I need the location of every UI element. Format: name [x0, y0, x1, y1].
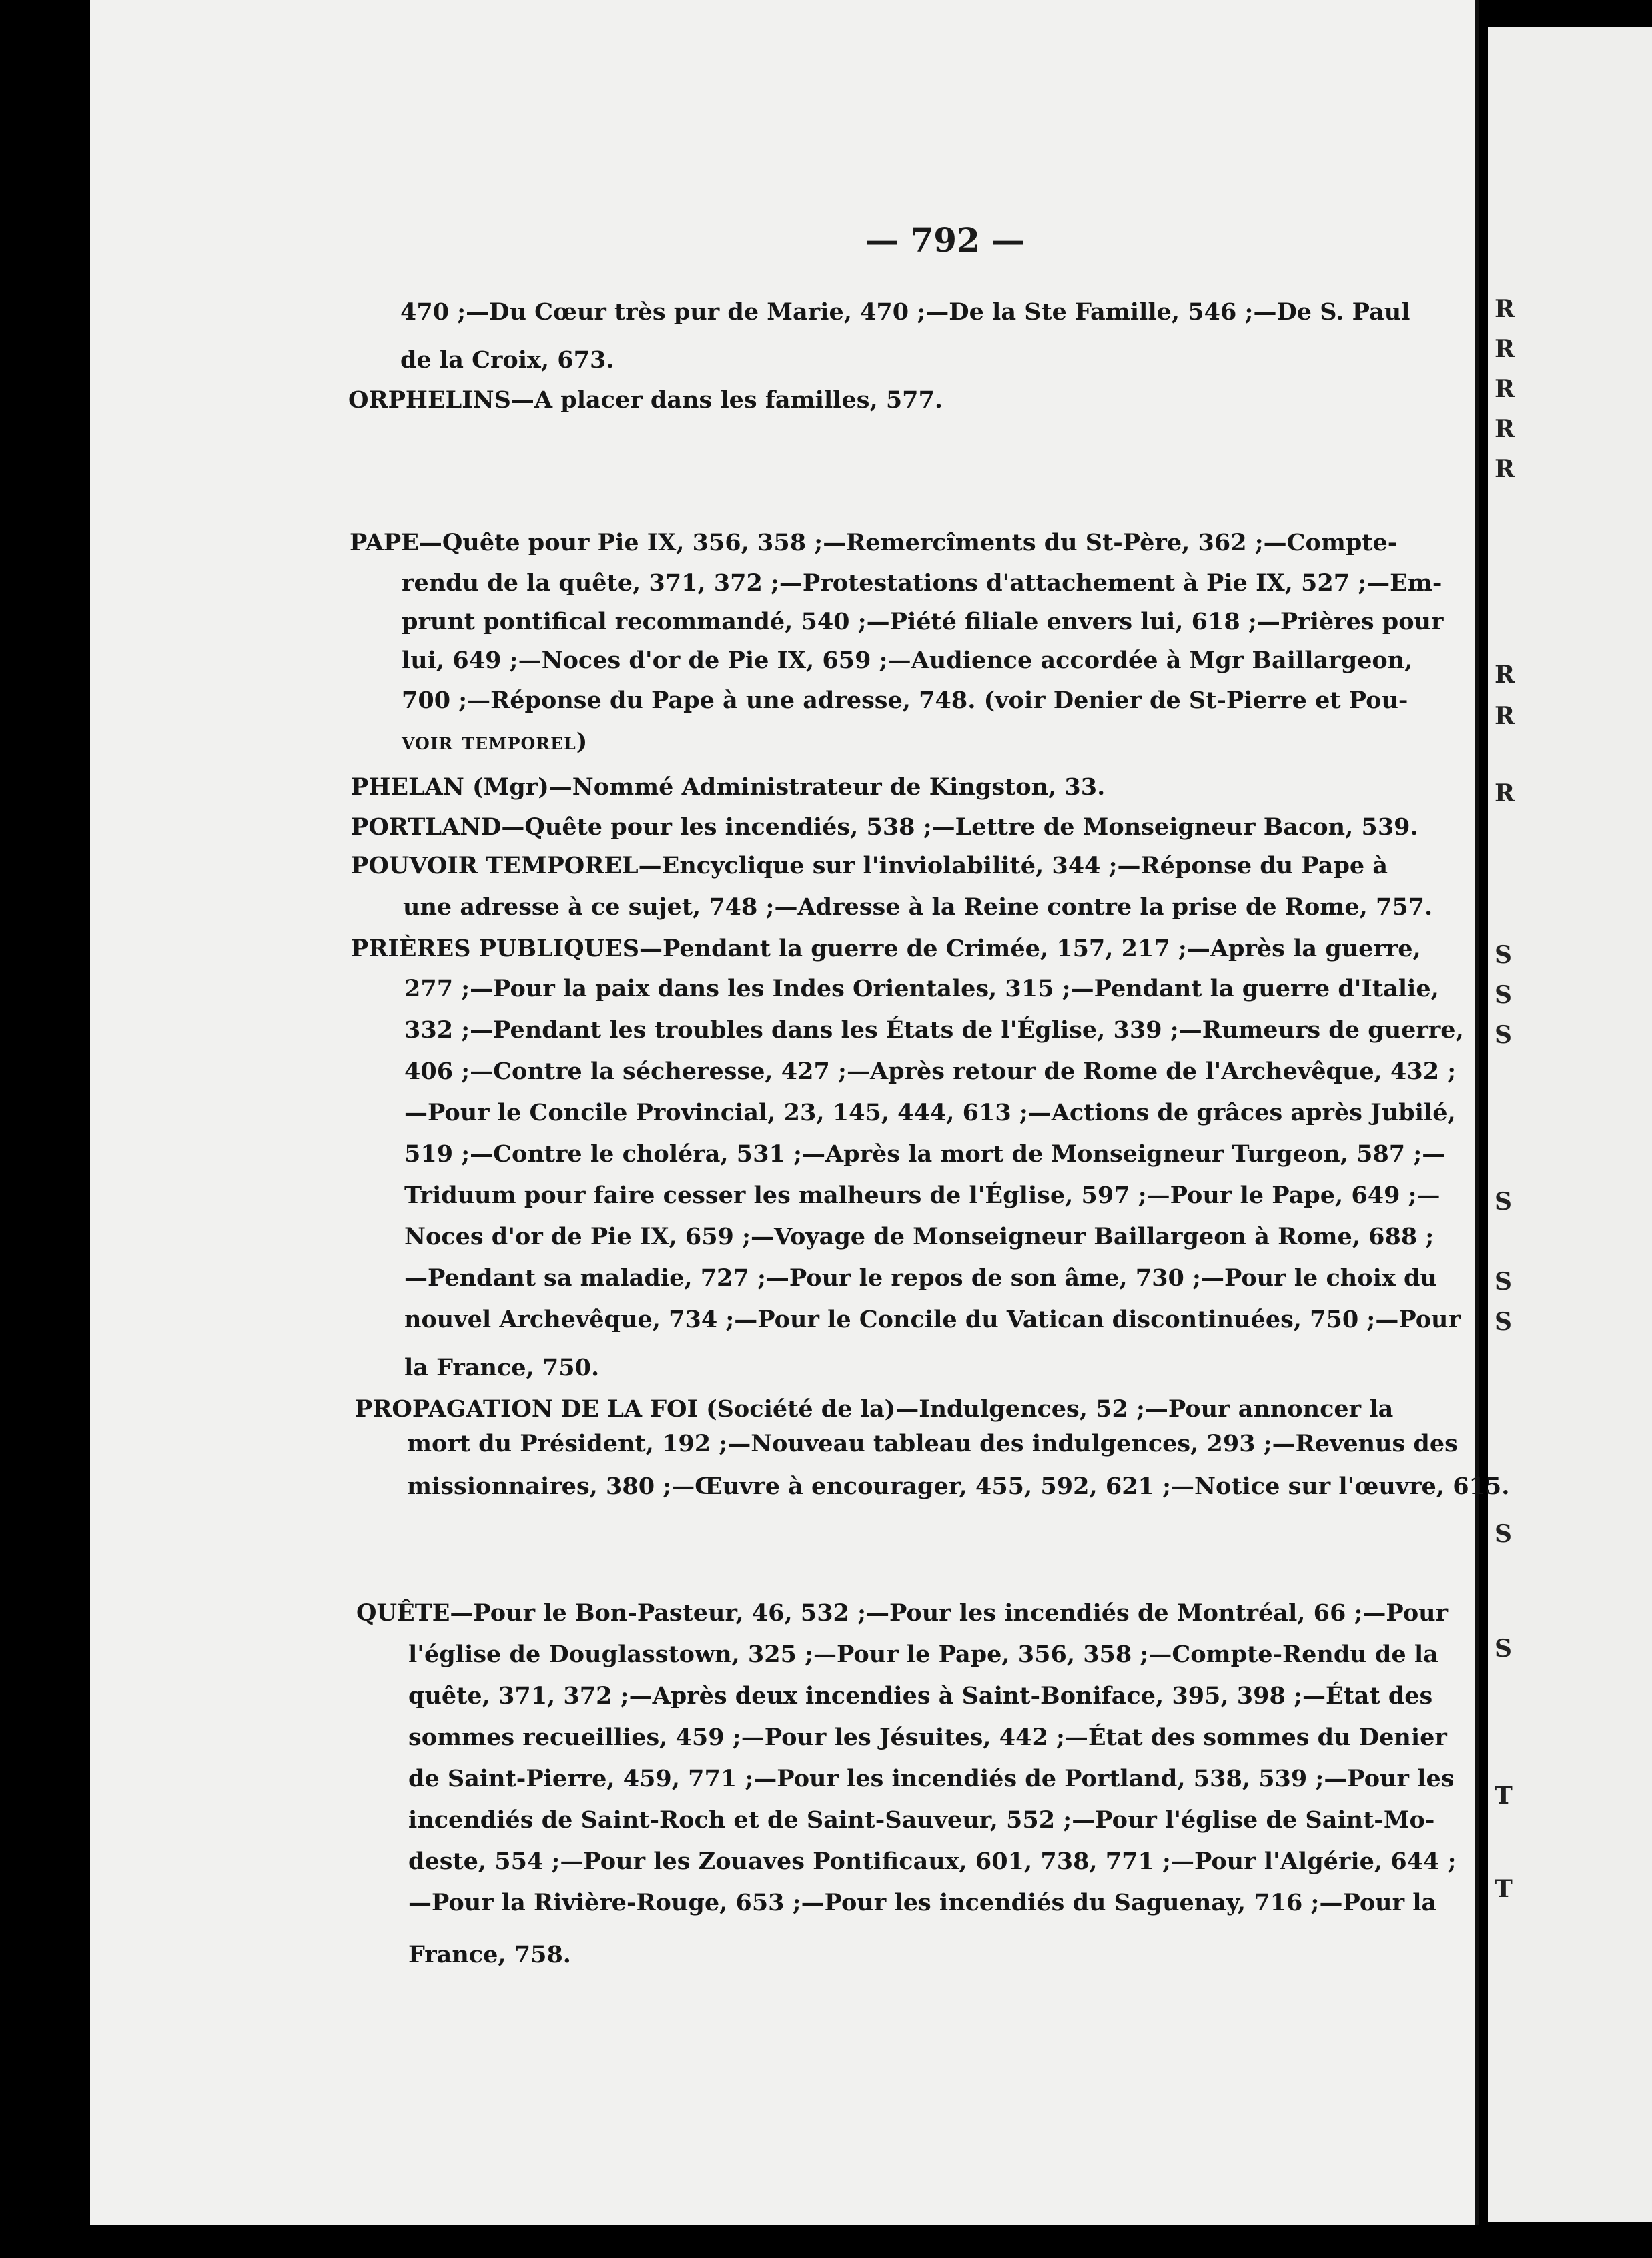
- entry-line: missionnaires, 380 ;—Œuvre à encourager, 455, 592, 621 ;—Notice sur l'œuvre, 615.: [407, 1473, 1510, 1500]
- entry-line: la France, 750.: [404, 1354, 600, 1381]
- adjacent-letter: T: [1495, 1782, 1513, 1810]
- entry-line: ORPHELINS—A placer dans les familles, 577.: [348, 386, 943, 414]
- entry-line: incendiés de Saint-Roch et de Saint-Sauveur, 552 ;—Pour l'église de Saint-Mo-: [408, 1806, 1435, 1834]
- entry-line: quête, 371, 372 ;—Après deux incendies à Saint-Boniface, 395, 398 ;—État des: [408, 1682, 1433, 1710]
- adjacent-letter: R: [1495, 455, 1515, 483]
- adjacent-letter: R: [1495, 779, 1515, 807]
- adjacent-letter: R: [1495, 375, 1515, 403]
- adjacent-letter: S: [1495, 981, 1512, 1009]
- entry-line: QUÊTE—Pour le Bon-Pasteur, 46, 532 ;—Pour les incendiés de Montréal, 66 ;—Pour: [356, 1599, 1449, 1627]
- adjacent-letter: R: [1495, 295, 1515, 323]
- entry-line: PHELAN (Mgr)—Nommé Administrateur de Kingston, 33.: [351, 773, 1106, 801]
- entry-line: lui, 649 ;—Noces d'or de Pie IX, 659 ;—Audience accordée à Mgr Baillargeon,: [402, 647, 1413, 674]
- adjacent-letter: S: [1495, 1520, 1512, 1548]
- entry-line: voir temporel): [402, 728, 588, 755]
- adjacent-page-strip: [1488, 27, 1652, 2222]
- adjacent-letter: S: [1495, 941, 1512, 969]
- entry-line: PROPAGATION DE LA FOI (Société de la)—Indulgences, 52 ;—Pour annoncer la: [355, 1395, 1394, 1423]
- entry-line: prunt pontifical recommandé, 540 ;—Piété filiale envers lui, 618 ;—Prières pour: [402, 608, 1444, 635]
- entry-line: Noces d'or de Pie IX, 659 ;—Voyage de Monseigneur Baillargeon à Rome, 688 ;: [404, 1223, 1434, 1250]
- entry-line: France, 758.: [408, 1941, 571, 1968]
- entry-line: 406 ;—Contre la sécheresse, 427 ;—Après retour de Rome de l'Archevêque, 432 ;: [404, 1058, 1457, 1085]
- page-number: — 792 —: [865, 220, 1025, 260]
- entry-line: 470 ;—Du Cœur très pur de Marie, 470 ;—De la Ste Famille, 546 ;—De S. Paul: [400, 298, 1410, 326]
- entry-line: PRIÈRES PUBLIQUES—Pendant la guerre de Crimée, 157, 217 ;—Après la guerre,: [351, 935, 1421, 962]
- entry-line: l'église de Douglasstown, 325 ;—Pour le Pape, 356, 358 ;—Compte-Rendu de la: [408, 1641, 1438, 1668]
- entry-line: de la Croix, 673.: [400, 346, 614, 374]
- entry-line: PAPE—Quête pour Pie IX, 356, 358 ;—Remercîments du St-Père, 362 ;—Compte-: [350, 529, 1398, 556]
- adjacent-letter: R: [1495, 661, 1515, 689]
- entry-line: de Saint-Pierre, 459, 771 ;—Pour les incendiés de Portland, 538, 539 ;—Pour les: [408, 1765, 1455, 1792]
- adjacent-letter: S: [1495, 1268, 1512, 1296]
- entry-line: PORTLAND—Quête pour les incendiés, 538 ;—Lettre de Monseigneur Bacon, 539.: [351, 813, 1418, 841]
- entry-line: nouvel Archevêque, 734 ;—Pour le Concile du Vatican discontinuées, 750 ;—Pour: [404, 1306, 1461, 1333]
- entry-line: —Pour le Concile Provincial, 23, 145, 444, 613 ;—Actions de grâces après Jubilé,: [404, 1099, 1456, 1126]
- adjacent-letter: S: [1495, 1021, 1512, 1049]
- adjacent-letter: S: [1495, 1308, 1512, 1336]
- entry-line: —Pendant sa maladie, 727 ;—Pour le repos de son âme, 730 ;—Pour le choix du: [404, 1264, 1437, 1292]
- entry-line: POUVOIR TEMPOREL—Encyclique sur l'inviolabilité, 344 ;—Réponse du Pape à: [351, 852, 1388, 879]
- entry-line: une adresse à ce sujet, 748 ;—Adresse à la Reine contre la prise de Rome, 757.: [403, 893, 1433, 921]
- entry-line: mort du Président, 192 ;—Nouveau tableau des indulgences, 293 ;—Revenus des: [407, 1430, 1458, 1457]
- entry-line: sommes recueillies, 459 ;—Pour les Jésuites, 442 ;—État des sommes du Denier: [408, 1724, 1447, 1751]
- adjacent-letter: R: [1495, 702, 1515, 730]
- adjacent-letter: S: [1495, 1188, 1512, 1216]
- entry-line: Triduum pour faire cesser les malheurs de l'Église, 597 ;—Pour le Pape, 649 ;—: [404, 1182, 1440, 1209]
- entry-line: rendu de la quête, 371, 372 ;—Protestations d'attachement à Pie IX, 527 ;—Em-: [402, 569, 1442, 597]
- entry-line: 700 ;—Réponse du Pape à une adresse, 748. (voir Denier de St-Pierre et Pou-: [402, 687, 1408, 714]
- entry-line: 519 ;—Contre le choléra, 531 ;—Après la mort de Monseigneur Turgeon, 587 ;—: [404, 1140, 1446, 1168]
- entry-line: 277 ;—Pour la paix dans les Indes Orientales, 315 ;—Pendant la guerre d'Italie,: [404, 975, 1439, 1002]
- entry-line: deste, 554 ;—Pour les Zouaves Pontificaux, 601, 738, 771 ;—Pour l'Algérie, 644 ;: [408, 1848, 1457, 1875]
- adjacent-letter: R: [1495, 335, 1515, 363]
- entry-line: 332 ;—Pendant les troubles dans les États de l'Église, 339 ;—Rumeurs de guerre,: [404, 1016, 1464, 1044]
- adjacent-letter: S: [1495, 1635, 1512, 1663]
- entry-line: —Pour la Rivière-Rouge, 653 ;—Pour les incendiés du Saguenay, 716 ;—Pour la: [408, 1889, 1437, 1916]
- adjacent-letter: T: [1495, 1875, 1513, 1903]
- adjacent-letter: R: [1495, 415, 1515, 443]
